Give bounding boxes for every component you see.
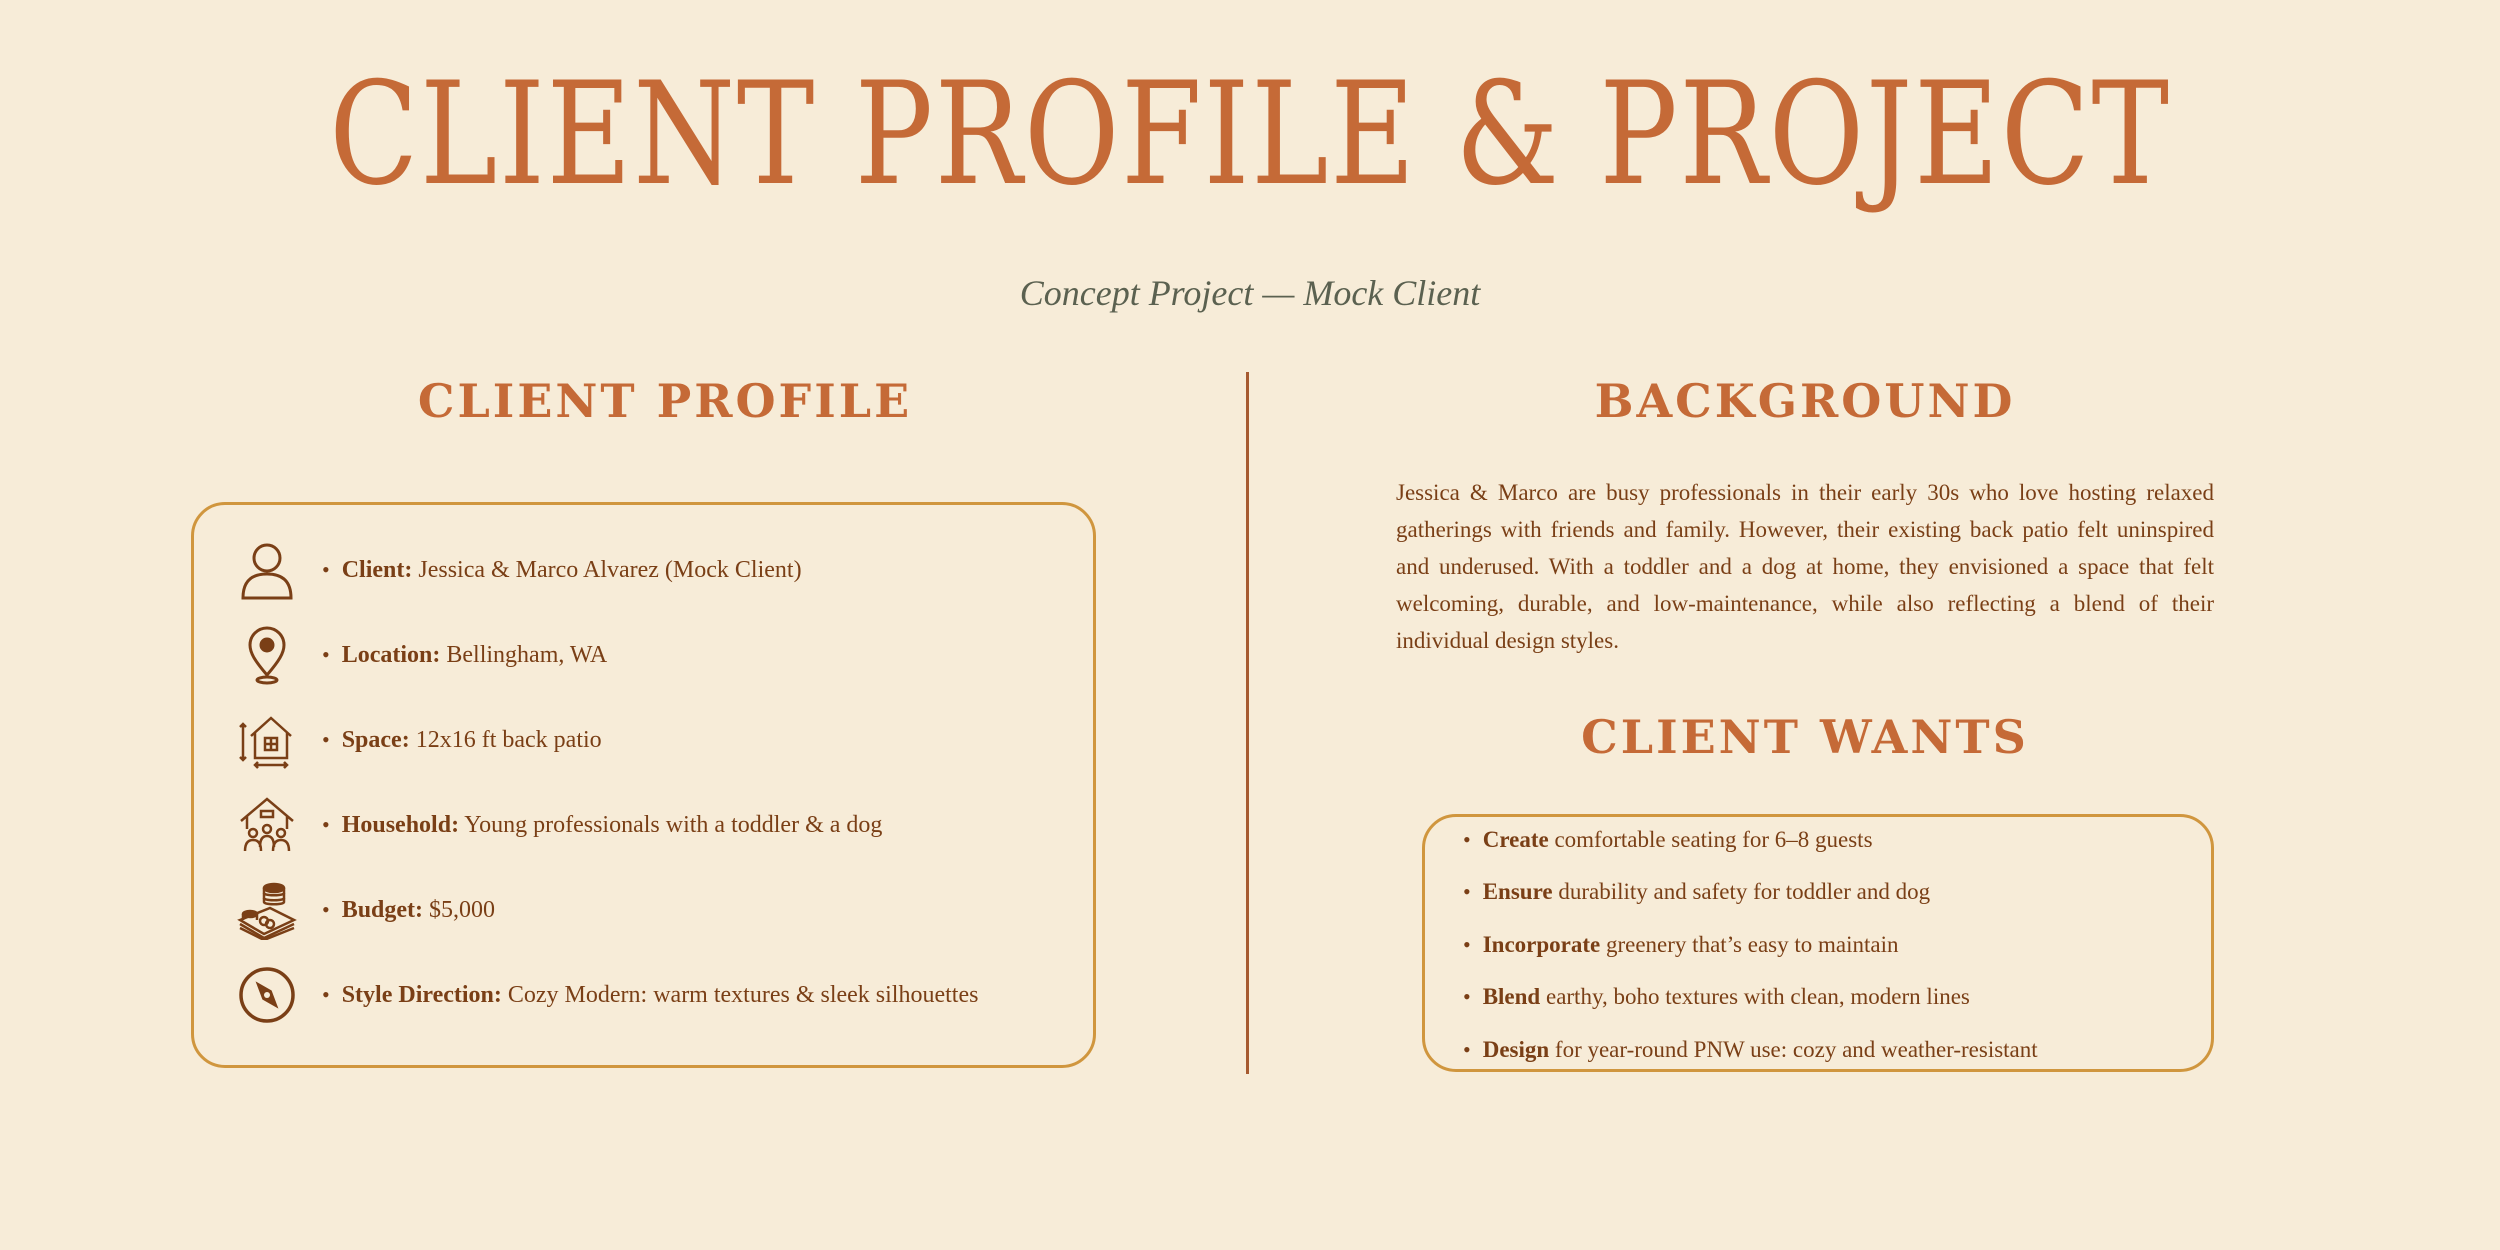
client-wants-card: [1422, 814, 2214, 1072]
wants-item: • Ensure durability and safety for toddler and dog: [1463, 879, 1931, 904]
wants-item: • Design for year-round PNW use: cozy and weather-resistant: [1463, 1037, 2038, 1062]
profile-row-client: • Client: Jessica & Marco Alvarez (Mock Client): [234, 535, 1084, 605]
client-profile-heading: CLIENT PROFILE: [417, 374, 913, 428]
house-dimensions-icon: [234, 707, 300, 773]
page-title: CLIENT PROFILE & PROJECT: [329, 52, 2171, 217]
budget-label: Budget:: [341, 896, 424, 923]
profile-row-style: • Style Direction: Cozy Modern: warm textures & sleek silhouettes: [234, 960, 1084, 1030]
money-coins-icon: [234, 877, 300, 943]
space-label: Space:: [341, 726, 410, 753]
style-value: Cozy Modern: warm textures & sleek silhouettes: [507, 981, 979, 1008]
family-house-icon: [234, 792, 300, 858]
style-label: Style Direction:: [341, 981, 502, 1008]
wants-item: • Create comfortable seating for 6–8 guests: [1463, 827, 1873, 852]
client-profile-card: [191, 502, 1096, 1068]
budget-value: $5,000: [429, 896, 496, 923]
client-wants-heading: CLIENT WANTS: [1581, 710, 2029, 764]
location-label: Location:: [341, 641, 441, 668]
space-value: 12x16 ft back patio: [415, 726, 602, 753]
profile-row-location: • Location: Bellingham, WA: [234, 620, 1084, 690]
compass-icon: [234, 962, 300, 1028]
wants-item: • Incorporate greenery that’s easy to maintain: [1463, 932, 1899, 957]
column-divider: [1246, 372, 1249, 1074]
household-value: Young professionals with a toddler & a dog: [464, 811, 883, 838]
household-label: Household:: [341, 811, 460, 838]
profile-row-household: • Household: Young professionals with a toddler & a dog: [234, 790, 1084, 860]
location-pin-icon: [234, 622, 300, 688]
profile-row-budget: • Budget: $5,000: [234, 875, 1084, 945]
client-value: Jessica & Marco Alvarez (Mock Client): [418, 556, 802, 583]
wants-item: • Blend earthy, boho textures with clean, modern lines: [1463, 984, 1970, 1009]
background-heading: BACKGROUND: [1594, 374, 2016, 428]
person-icon: [234, 537, 300, 603]
profile-row-space: • Space: 12x16 ft back patio: [234, 705, 1084, 775]
location-value: Bellingham, WA: [446, 641, 608, 668]
client-label: Client:: [341, 556, 413, 583]
background-paragraph: Jessica & Marco are busy professionals in their early 30s who love hosting relaxed gatherings with friends and family. However, their existing back patio felt uninspired and underused. With a toddler and a dog at home, they envisioned a space that felt welcoming, durable, and low-maintenance, while also reflecting a blend of their individual design styles.: [1396, 480, 2214, 653]
page-subtitle: Concept Project — Mock Client: [1019, 273, 1481, 313]
